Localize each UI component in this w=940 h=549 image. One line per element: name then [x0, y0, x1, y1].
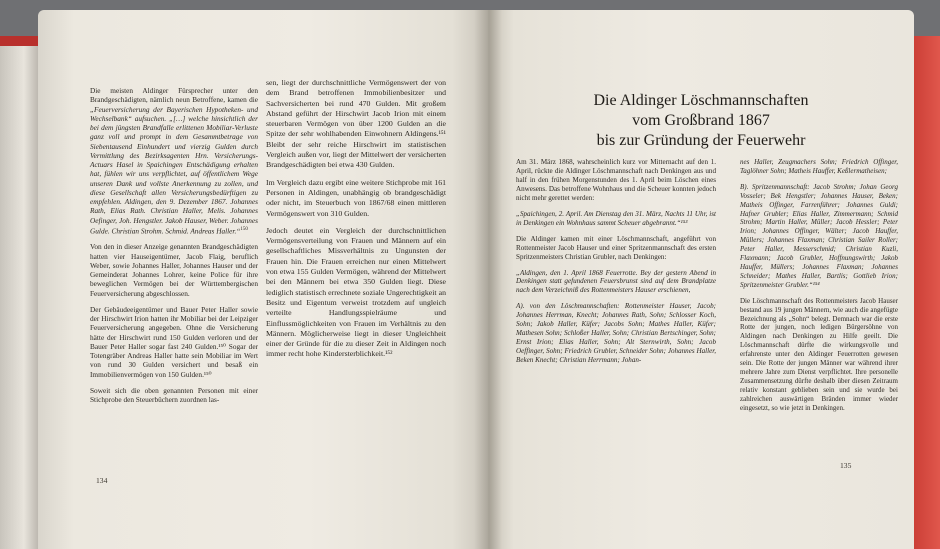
page-number: 134 [96, 476, 108, 485]
quote-paragraph: „Spaichingen, 2. April. Am Dienstag den 31. März, Nachts 11 Uhr, ist in Denkingen ein Wohnhaus sammt Scheuer abgebrannt.“¹⁵³ [516, 209, 716, 227]
paragraph [90, 86, 258, 235]
left-page [38, 10, 488, 549]
paragraph: Jedoch deutet ein Vergleich der durchschnittlichen Vermögensverteilung von Frauen und Männern auf ein gesellschaftliches Missverhältnis zu Ungunsten der Frauen hin. Die Frauen erreichen nur einen Mittelwert von etwa 155 Gulden Vermögen, während der Mittelwert bei den Männern bei etwa 350 Gulden liegt. Diese lediglich statistisch errechnete soziale Ungerechtigkeit an Besitz und Eigentum verweist trotzdem auf ungleich verteilte Handlungsspielräume und Einflussmöglichkeiten von Frauen im Verhältnis zu den Männern. Möglicherweise liegt in dieser Ungleichheit einer der Gründe für die zu dieser Zeit in Aldingen noch immer recht hohe Kindersterblichkeit.¹⁵² [266, 225, 446, 359]
paragraph: Die Aldinger kamen mit einer Löschmannschaft, angeführt von Rottenmeister Jacob Hauser und einer Spritzenmannschaft des ersten Spritzenmeisters Christian Grubler, nach Denkingen: [516, 234, 716, 261]
paragraph: Der Gebäudeeigentümer und Bauer Peter Haller sowie der Hirschwirt Irion hatten ihr Mobiliar bei der Leipziger Feuerversicherung angegeben. Ohne die Versicherung hätte der Hirschwirt rund 150 Gulden verloren und der Bauer Peter Haller sogar fast 240 Gulden.¹⁵⁰ Sogar der Totengräber Andreas Haller hatte sein Mobiliar im Wert von rund 30 Gulden versichert und besaß ein Immobilienvermögen von 150 Gulden.¹⁵⁰ [90, 304, 258, 379]
heading-line: bis zur Gründung der Feuerwehr [596, 132, 806, 149]
heading-line: vom Großbrand 1867 [632, 112, 770, 129]
right-page-column-2 [740, 158, 898, 419]
paragraph: Soweit sich die oben genannten Personen mit einer Stichprobe den Steuerbüchern zuordnen las- [90, 385, 258, 405]
left-page-column-2 [266, 78, 446, 367]
left-page-column-1 [90, 86, 258, 411]
footnote-number: 150 [240, 226, 248, 232]
quote-paragraph: B). Spritzenmannschaft: Jacob Strohm; Johan Georg Vosseler; Bek Hengstler; Johannes Hauser, Beken; Matheis Offinger, Farrenführer; Johannes Guldi; Hafner Grubler; Elias Haller, Zimmermann; Schmid Strohm; Martin Haller, Müller; Jacob Hessler; Peter Irion; Johannes Offinger, Wälter; Jacob Hauffer, Müllers; Johannes Flaxman; Christian Sailer Roller; Peter Haller, Messerschmid; Christian Kuzli, Flaxmann; Jacob Grubler, Hoffnungswirth; Jakob Hauffer, Müllers; Johannes Flaxman; Johannes Schneider; Mathes Haller, Bartlis; Gottlieb Irion; Spritzenmeister Grubler.“¹⁵⁴ [740, 182, 898, 289]
book-cover-edge-left [0, 42, 40, 549]
paragraph: Von den in dieser Anzeige genannten Brandgeschädigten hatten vier Hauseigentümer, Jacob Flaig, beruflich Weber, sowie Johannes Haller, Johannes Hauser und der Gemeinderat Johannes Lohrer, keine Police für ihre beweglichen Vermögen bei der Württembergischen Feuerversicherung abgeschlossen. [90, 242, 258, 298]
paragraph: sen, liegt der durchschnittliche Vermögenswert der von dem Brand betroffenen Immobilienbesitzer und Sachversicherten bei rund 470 Gulden. Mit großem Abstand geführt der Hirschwirt Jacob Irion mit einem steuerbaren Vermögen von über 1200 Gulden an die Spitze der sehr wohlhabenden Einwohnern Aldingens.¹⁵¹ Bleibt der sehr reiche Hirschwirt im statistischen Vergleich außen vor, liegt der Mittelwert der versicherten Brandgeschädigten bei etwa 430 Gulden. [266, 78, 446, 170]
page-number: 135 [840, 461, 852, 470]
quote-text: „Feuerversicherung der Bayerischen Hypotheken- und Wechselbank“ aufsuchen. „[…] welche hinsichtlich der bei dem jüngsten Brandfalle erlittenen Mobiliar-Verluste ganz voll und prompt in dem Gesammtbetrage von Siebentausend Einhundert und vierzig Gulden durch Vermittlung des Bezirksagenten Hrn. Versicherungs-Actuars Hasel in Spaichingen Entschädigung erhalten hat, fühlen wir uns verpflichtet, auf öffentlichem Wege unseren Dank und vollste Anerkennung zu zollen, und diese Gesellschaft allen Versicherungsbedürftigen zu empfehlen. Aldingen, den 9. Dezember 1867. Johannes Rath, Elias Rath. Christian Haller, Melis. Johannes Oefinger, Joh. Hengstler. Jakob Hauser, Weber. Johannes Gulde. Christian Strohm. Schmid. Andreas Haller.“ [90, 104, 258, 236]
paragraph-intro: Die meisten Aldinger Fürsprecher unter den Brandgeschädigten, nämlich neun Betroffene, kamen die [90, 86, 258, 105]
book-gutter [474, 10, 502, 549]
quote-paragraph: „Aldingen, den 1. April 1868 Feuerrotte. Bey der gestern Abend in Denkingen statt gefundenen Feuersbrunst sind auf dem Brandplatze nach dem Verzeichniß des Rottenmeisters Hauser erschienen, [516, 268, 716, 295]
paragraph: Im Vergleich dazu ergibt eine weitere Stichprobe mit 161 Personen in Aldingen, unabhängig ob brandgeschädigt oder nicht, im Steuerbuch von 1867/68 einen mittleren Vermögenswert von 310 Gulden. [266, 177, 446, 218]
paragraph: Am 31. März 1868, wahrscheinlich kurz vor Mitternacht auf den 1. April, rückte die Aldinger Löschmannschaft nach Denkingen aus und half in den frühen Morgenstunden des 1. April beim Löschen eines Anwesens. Das betroffene Wohnhaus und die Scheuer konnten jedoch nicht mehr gerettet werden: [516, 158, 716, 202]
heading-line: Die Aldinger Löschmannschaften [593, 92, 809, 109]
quote-paragraph: A). von den Löschmannschaften: Rottenmeister Hauser, Jacob; Johannes Herrman, Knecht; Johannes Rath, Sohn; Schlosser Koch, Sohn; Jakob Haller, Küfer; Jacobs Sohn; Mathes Haller, Küfer; Mathesen Sohn; Schloßer Haller, Sohn; Christian Bertschinger, Sohn; Ernst Irion; Elias Haller, Sohn; Alt Sternwirth, Sohn; Jacob Oeffinger, Sohn; Friedrich Grubler, Schneider Sohn; Johannes Haller, Beken Knecht; Christian Herrmann; Johan- [516, 302, 716, 365]
right-page-column-1 [516, 158, 716, 372]
paragraph: Die Löschmannschaft des Rottenmeisters Jacob Hauser bestand aus 19 jungen Männern, wie auch die angefügte Bezeichnung als „Sohn“ belegt. Demnach war die erste Rotte der jungen, noch ledigen Bürgersöhne von Aldingen nach Denkingen zu Hilfe geeilt. Die Löschmannschaft dürfte die wirkungsvolle und erfahrenste unter den Aldinger Feuerrotten gewesen sein. Die Rotte der jungen Männer war während ihrer mehrere Jahre zum Dienst verpflichtet. Ihre personelle Zusammensetzung dürfte deshalb über diesen Zeitraum relativ konstant geblieben sein und sie wurde bei zahlreichen auswärtigen Bränden immer wieder eingesetzt, so wie jetzt in Denkingen. [740, 296, 898, 412]
quote-paragraph: nes Haller, Zeugmachers Sohn; Friedrich Offinger, Taglöhner Sohn; Matheis Hauffer, Keßlermatheisen; [740, 158, 898, 175]
chapter-heading [488, 91, 914, 151]
right-page [488, 10, 914, 549]
